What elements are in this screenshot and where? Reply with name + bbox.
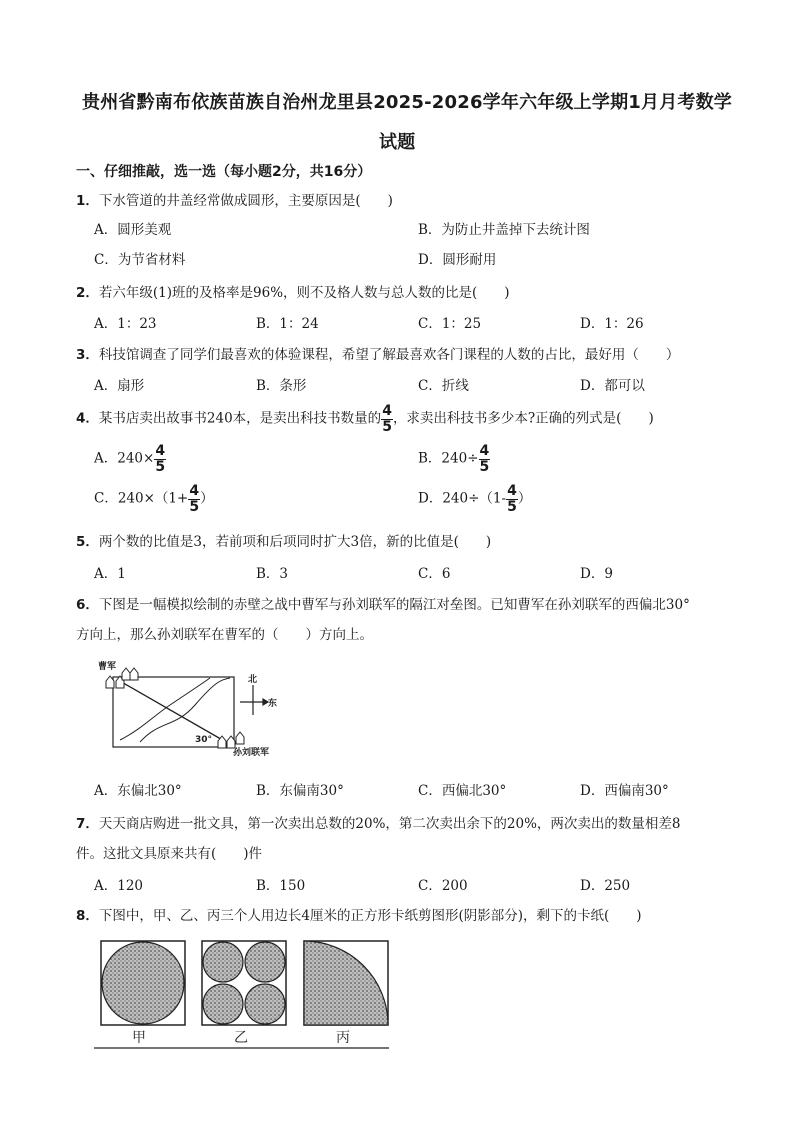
label-yi: 乙 [234,1030,248,1046]
option-b: B．条形 [256,378,307,394]
question-6-continued: 方向上，那么孙刘联军在曹军的（ ）方向上。 [76,627,373,643]
option-c: C．西偏北30° [418,783,507,799]
question-text: 下图中，甲、乙、丙三个人用边长4厘米的正方形卡纸剪图形(阴影部分)，剩下的卡纸( ) [98,908,642,924]
option-a: A．1 [94,566,126,582]
compass-icon [240,685,268,715]
question-text: 下图是一幅模拟绘制的赤壁之战中曹军与孙刘联军的隔江对垒图。已知曹军在孙刘联军的西偏北30° [98,597,690,613]
question-number: 1． [76,193,99,209]
option-a: A．圆形美观 [94,222,172,238]
label-east: 东 [268,699,278,709]
option-a: A．扇形 [94,378,145,394]
question-number: 5． [76,534,99,550]
label-cao: 曹军 [98,662,117,672]
page-title-continued: 试题 [379,132,416,153]
option-a: A．120 [94,878,144,894]
option-c: C．200 [418,878,468,894]
option-b: B．240÷ $\frac{4}{5}$ [418,443,490,475]
option-c: C．折线 [418,378,469,394]
option-d: D．240÷（1- $\frac{4}{5}$ ） [418,483,532,515]
option-d: D．西偏南30° [580,783,669,799]
question-7-continued: 件。这批文具原来共有( )件 [76,846,263,862]
option-b: B．150 [256,878,306,894]
question-number: 2． [76,285,99,301]
question-6 [76,593,690,613]
house-icon [218,732,244,748]
option-c: C．6 [418,566,451,582]
option-c: C．240×（1+ $\frac{4}{5}$ ） [94,483,214,515]
battle-map-figure [100,660,300,760]
option-c: C．1：25 [418,316,482,332]
label-jia: 甲 [132,1030,146,1046]
option-d: D．250 [580,878,631,894]
question-7 [76,812,681,832]
question-number: 8． [76,908,99,924]
question-number: 3． [76,347,99,363]
paper-cut-figure [94,938,394,1054]
option-d: D．圆形耐用 [418,252,497,268]
option-b: B．为防止井盖掉下去统计图 [418,222,590,238]
question-text: 下水管道的井盖经常做成圆形，主要原因是( ) [98,193,393,209]
label-angle: 30° [195,735,213,745]
question-1 [76,189,393,209]
option-d: D．都可以 [580,378,645,394]
question-8 [76,904,642,924]
question-number: 6． [76,597,99,613]
option-a: A．东偏北30° [94,783,182,799]
question-number: 7． [76,816,99,832]
square-yi [202,941,286,1025]
question-text: 若六年级(1)班的及格率是96%，则不及格人数与总人数的比是( ) [98,285,510,301]
question-text-tail: ，求卖出科技书多少本?正确的列式是( ) [392,410,654,427]
fraction: $\frac{4}{5}$ [382,403,392,435]
option-d: D．1：26 [580,316,644,332]
label-bing: 丙 [336,1030,350,1046]
option-d: D．9 [580,566,613,582]
square-bing [304,941,388,1025]
option-a: A．1：23 [94,316,157,332]
question-5 [76,530,491,550]
question-4 [76,404,654,434]
option-b: B．3 [256,566,289,582]
question-text: 科技馆调查了同学们最喜欢的体验课程，希望了解最喜欢各门课程的人数的占比，最好用（ ） [98,347,680,363]
question-number: 4． [76,410,99,427]
label-north: 北 [248,675,258,685]
label-sun: 孙刘联军 [233,748,270,758]
option-a: A．240× $\frac{4}{5}$ [94,443,166,475]
option-c: C．为节省材料 [94,252,186,268]
section-heading: 一、仔细推敲，选一选（每小题2分，共16分） [76,164,372,180]
question-3 [76,343,679,363]
option-b: B．东偏南30° [256,783,344,799]
question-2 [76,281,510,301]
question-text: 天天商店购进一批文具，第一次卖出总数的20%，第二次卖出余下的20%，两次卖出的数量相差8 [98,816,681,832]
square-jia [101,941,185,1025]
option-b: B．1：24 [256,316,319,332]
question-text: 某书店卖出故事书240本，是卖出科技书数量的 [98,410,382,427]
question-text: 两个数的比值是3，若前项和后项同时扩大3倍，新的比值是( ) [98,534,492,550]
page-title: 贵州省黔南布依族苗族自治州龙里县2025-2026学年六年级上学期1月月考数学 [82,92,732,113]
